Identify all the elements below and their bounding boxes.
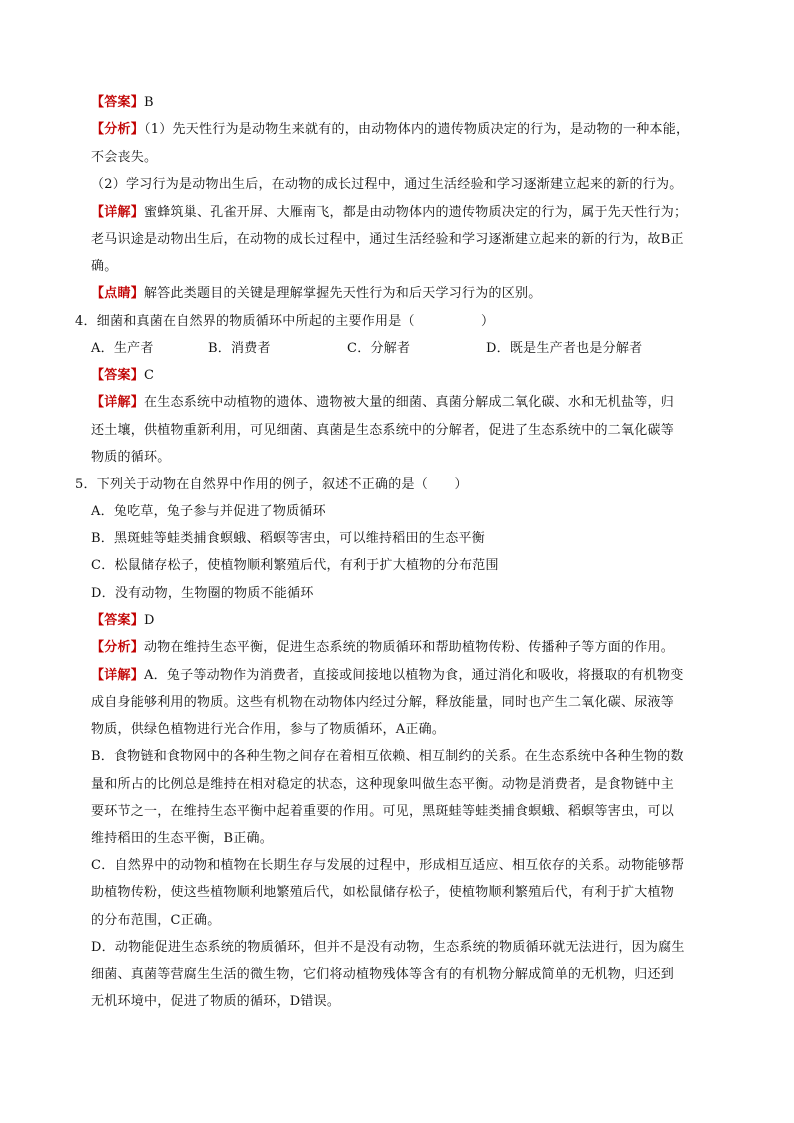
detail-text: 在生态系统中动植物的遗体、遗物被大量的细菌、真菌分解成二氧化碳、水和无机盐等，归	[144, 395, 675, 410]
answer-value: B	[144, 95, 154, 110]
q5-detail-line	[91, 663, 684, 689]
tip-tag: 【点睛】	[91, 286, 145, 301]
analysis-text: （1）先天性行为是动物生来就有的，由动物体内的遗传物质决定的行为，是动物的一种本能，	[144, 122, 690, 137]
q4-answer	[91, 363, 154, 389]
q5-detail-line: 物质，供绿色植物进行光合作用，参与了物质循环，A正确。	[91, 722, 446, 737]
q4-option-d: D．既是生产者也是分解者	[486, 341, 643, 356]
q5-option-a: A．兔吃草，兔子参与并促进了物质循环	[91, 504, 326, 519]
q5-answer	[91, 608, 155, 634]
q5-detail-line: 的分布范围，C正确。	[91, 913, 221, 928]
q4-option-c: C．分解者	[347, 341, 411, 356]
q5-option-d: D．没有动物，生物圈的物质不能循环	[91, 586, 314, 601]
q5-detail-line: 要环节之一，在维持生态平衡中起着重要的作用。可见，黑斑蛙等蛙类捕食螟蛾、稻螟等害虫，可以	[91, 804, 675, 819]
analysis-tag: 【分析】	[91, 122, 145, 137]
q4-option-a: A．生产者	[91, 341, 154, 356]
q5-detail-line: B．食物链和食物网中的各种生物之间存在着相互依赖、相互制约的关系。在生态系统中各种生物的数	[91, 749, 684, 764]
q5-analysis	[91, 635, 674, 661]
detail-tag: 【详解】	[91, 395, 145, 410]
q5-detail-line: 细菌、真菌等营腐生生活的微生物，它们将动植物残体等含有的有机物分解成简单的无机物，归还到	[91, 967, 675, 982]
detail-text: A．兔子等动物作为消费者，直接或间接地以植物为食，通过消化和吸收，将摄取的有机物变	[144, 668, 684, 683]
q3-analysis-line: 不会丧失。	[91, 150, 158, 165]
q5-detail-line: 助植物传粉，使这些植物顺利地繁殖后代，如松鼠储存松子，使植物顺利繁殖后代，有利于扩大植物	[91, 885, 675, 900]
q3-detail-line: 确。	[91, 259, 118, 274]
q3-answer	[91, 90, 154, 116]
answer-tag: 【答案】	[91, 95, 145, 110]
q4-option-b: B．消费者	[208, 341, 271, 356]
q5-option-c: C．松鼠储存松子，使植物顺利繁殖后代，有利于扩大植物的分布范围	[91, 558, 499, 573]
q5-option-b: B．黑斑蛙等蛙类捕食螟蛾、稻螟等害虫，可以维持稻田的生态平衡	[91, 531, 486, 546]
q3-analysis-line: （2）学习行为是动物出生后，在动物的成长过程中，通过生活经验和学习逐渐建立起来的新的行为。	[91, 177, 683, 192]
q5-detail-line: 成自身能够利用的物质。这些有机物在动物体内经过分解，释放能量，同时也产生二氧化碳、尿液等	[91, 695, 675, 710]
q3-analysis-line	[91, 117, 689, 143]
tip-text: 解答此类题目的关键是理解掌握先天性行为和后天学习行为的区别。	[144, 286, 542, 301]
q5-stem: 5．下列关于动物在自然界中作用的例子，叙述不正确的是（ ）	[75, 477, 468, 492]
q5-detail-line: C．自然界中的动物和植物在长期生存与发展的过程中，形成相互适应、相互依存的关系。动物能够帮	[91, 858, 685, 873]
q4-detail-line: 还土壤，供植物重新利用，可见细菌、真菌是生态系统中的分解者，促进了生态系统中的二氧化碳等	[91, 423, 675, 438]
q3-detail-line: 老马识途是动物出生后，在动物的成长过程中，通过生活经验和学习逐渐建立起来的新的行为，故B正	[91, 232, 684, 247]
q3-tip	[91, 281, 542, 307]
detail-text: 蜜蜂筑巢、孔雀开屏、大雁南飞，都是由动物体内的遗传物质决定的行为，属于先天性行为；	[144, 205, 688, 220]
q5-detail-line: 无机环境中，促进了物质的循环，D错误。	[91, 994, 341, 1009]
q5-detail-line: 量和所占的比例总是维持在相对稳定的状态，这种现象叫做生态平衡。动物是消费者，是食物链中主	[91, 777, 675, 792]
q5-detail-line: 维持稻田的生态平衡，B正确。	[91, 831, 274, 846]
answer-tag: 【答案】	[91, 368, 145, 383]
q5-detail-line: D．动物能促进生态系统的物质循环，但并不是没有动物，生态系统的物质循环就无法进行，因为腐生	[91, 940, 685, 955]
answer-value: D	[144, 613, 155, 628]
q4-detail-line: 物质的循环。	[91, 450, 171, 465]
q4-detail-line	[91, 390, 674, 416]
q4-stem: 4．细菌和真菌在自然界的物质循环中所起的主要作用是（ ）	[75, 314, 495, 329]
q3-detail-line	[91, 200, 687, 226]
analysis-text: 动物在维持生态平衡，促进生态系统的物质循环和帮助植物传粉、传播种子等方面的作用。	[144, 640, 675, 655]
analysis-tag: 【分析】	[91, 640, 145, 655]
detail-tag: 【详解】	[91, 205, 145, 220]
answer-tag: 【答案】	[91, 613, 145, 628]
detail-tag: 【详解】	[91, 668, 145, 683]
answer-value: C	[144, 368, 155, 383]
